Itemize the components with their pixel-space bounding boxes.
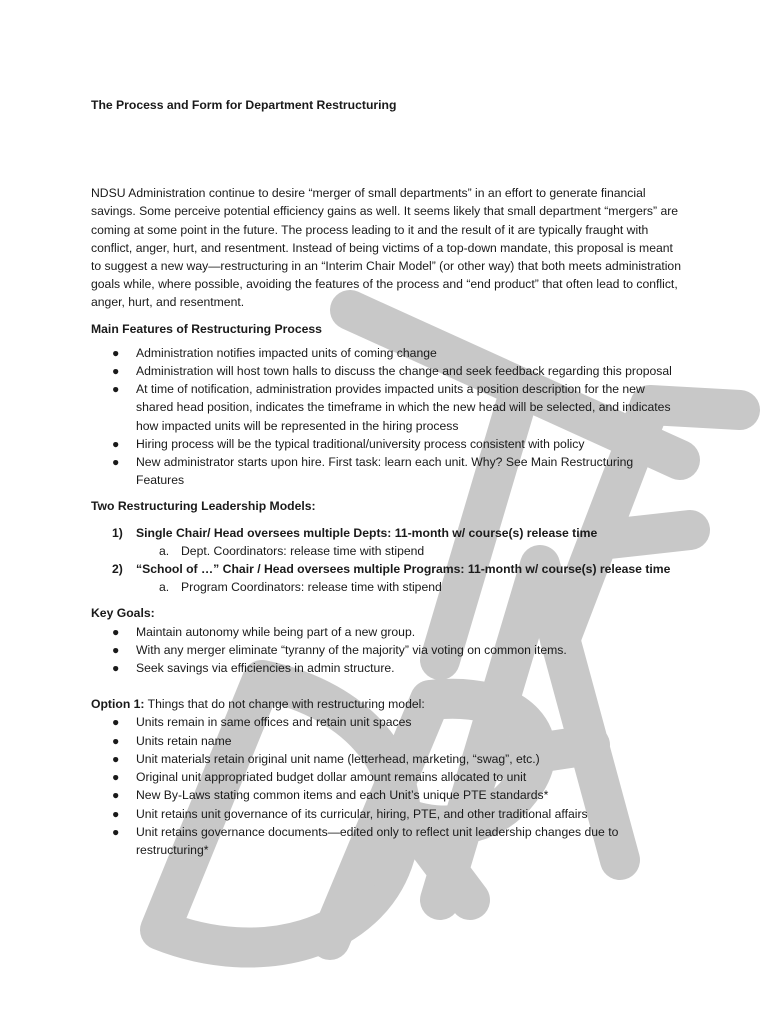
models-heading: Two Restructuring Leadership Models: [91, 499, 316, 514]
bullet-icon: ● [112, 436, 120, 451]
option-1-label: Option 1: [91, 697, 145, 712]
bullet-icon: ● [112, 382, 120, 397]
list-item: ● Units retain name [91, 732, 683, 750]
list-item: ● At time of notification, administration provides impacted units a position description for the new shared head position, indicates the timeframe in which the new head will be selected, and indicates how impacted units will be represented in the hiring process [112, 382, 671, 433]
list-item: ● New administrator starts upon hire. First task: learn each unit. Why? See Main Restructuring Features [112, 455, 634, 488]
bullet-icon: ● [112, 824, 120, 839]
bullet-icon: ● [112, 715, 120, 730]
bullet-icon: ● [112, 642, 120, 657]
list-letter: a. [159, 543, 170, 558]
list-letter: a. [159, 580, 170, 595]
list-item: ● Administration will host town halls to discuss the change and seek feedback regarding this proposal [91, 362, 683, 380]
bullet-icon: ● [112, 788, 120, 803]
features-heading: Main Features of Restructuring Process [91, 321, 322, 336]
bullet-icon: ● [112, 770, 120, 785]
bullet-icon: ● [112, 345, 120, 360]
goals-heading: Key Goals: [91, 606, 155, 621]
list-number: 1) [112, 525, 123, 540]
list-item: ● Maintain autonomy while being part of a new group. [91, 623, 683, 641]
list-item: ● Hiring process will be the typical traditional/university process consistent with policy [91, 435, 683, 453]
document-body [91, 96, 683, 859]
option-1-list [91, 713, 683, 859]
bullet-icon: ● [112, 455, 120, 470]
list-item: ● With any merger eliminate “tyranny of the majority” via voting on common items. [91, 641, 683, 659]
list-item: ● Administration notifies impacted units of coming change [91, 344, 683, 362]
list-item: ● Original unit appropriated budget dollar amount remains allocated to unit [91, 768, 683, 786]
bullet-icon: ● [112, 661, 120, 676]
bullet-icon: ● [112, 751, 120, 766]
option-1-intro: Option 1: Things that do not change with restructuring model: [91, 697, 425, 712]
bullet-icon: ● [112, 806, 120, 821]
bullet-icon: ● [112, 364, 120, 379]
sub-item: a. Program Coordinators: release time with stipend [91, 578, 683, 596]
model-item: 1) Single Chair/ Head oversees multiple Depts: 11-month w/ course(s) release time a. Dept. Coordinators: release time with stipend [91, 524, 683, 560]
list-item: ● New By-Laws stating common items and each Unit’s unique PTE standards* [91, 786, 683, 804]
bullet-icon: ● [112, 624, 120, 639]
bullet-icon: ● [112, 733, 120, 748]
list-number: 2) [112, 562, 123, 577]
intro-paragraph: NDSU Administration continue to desire “merger of small departments” in an effort to generate financial savings. Some perceive potential efficiency gains as well. It seems likely that small department “mergers” are coming at some point in the future. The process leading to it and the result of it are typically fraught with conflict, anger, hurt, and resentment. Instead of being victims of a top-down mandate, this proposal is meant to suggest a new way—restructuring in an “Interim Chair Model” (or other way) that both meets administration goals while, where possible, avoiding the features of the process and “end product” that often lead to conflict, anger, hurt, and resentment. [91, 186, 681, 310]
sub-item: a. Dept. Coordinators: release time with stipend [91, 542, 683, 560]
list-item: ● Unit retains unit governance of its curricular, hiring, PTE, and other traditional affairs [91, 805, 683, 823]
list-item: ● Unit retains governance documents—edited only to reflect unit leadership changes due to restructuring* [112, 824, 619, 857]
list-item: ● Seek savings via efficiencies in admin structure. [91, 659, 683, 677]
document-title: The Process and Form for Department Restructuring [91, 98, 397, 112]
goals-list [91, 623, 683, 678]
features-list [91, 344, 683, 490]
list-item: ● Units remain in same offices and retain unit spaces [91, 713, 683, 731]
models-list [91, 524, 683, 597]
model-item: 2) “School of …” Chair / Head oversees multiple Programs: 11-month w/ course(s) release time a. Program Coordinators: release time with stipend [91, 560, 683, 596]
list-item: ● Unit materials retain original unit name (letterhead, marketing, “swag”, etc.) [91, 750, 683, 768]
